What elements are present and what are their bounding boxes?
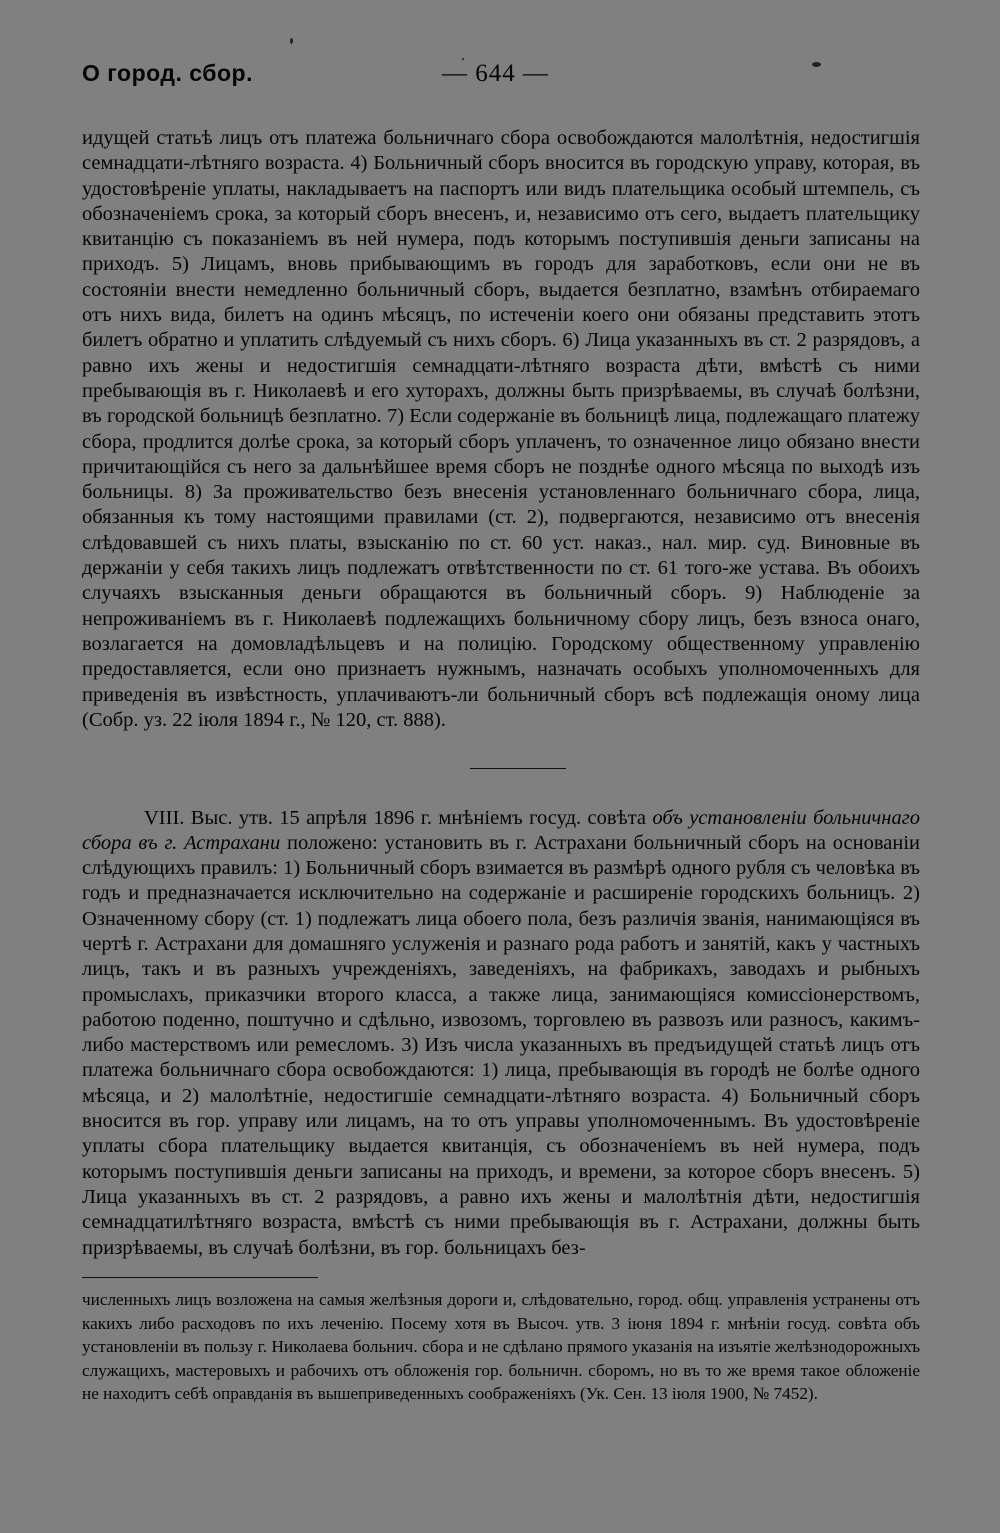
footnote-rule (82, 1277, 318, 1278)
section-viii-body: положено: установить въ г. Астрахани больничный сборъ на основаніи слѣдующихъ правилъ: 1) Больничный сборъ взимается въ размѣрѣ одного рубля съ человѣка въ годъ и предназначается исключительно на содержаніе и расширеніе городскихъ больницъ. 2) Означенному сбору (ст. 1) подлежатъ лица обоего пола, безъ различія званія, нанимающіяся въ чертѣ г. Астрахани для домашняго услуженія и разнаго рода работъ и занятій, какъ у частныхъ лицъ, такъ и въ разныхъ учрежденіяхъ, заведеніяхъ, на фабрикахъ, заводахъ и рыбныхъ промыслахъ, приказчики второго класса, а также лица, занимающіяся комиссіонерствомъ, работою поденно, поштучно и сдѣльно, извозомъ, торговлею въ развозъ или разносъ, какимъ-либо мастерствомъ или ремесломъ. 3) Изъ числа указанныхъ въ предъидущей статьѣ лицъ отъ платежа больничнаго сбора освобождаются: 1) лица, пребывающія въ городѣ не болѣе одного мѣсяца, и 2) малолѣтніе, недостигшіе семнадцати-лѣтняго возраста. 4) Больничный сборъ вносится въ гор. управу или лицамъ, на то отъ управы уполномоченнымъ. Въ удостовѣреніе уплаты сбора плательщику выдается квитанція, съ обозначеніемъ въ ней нумера, подъ которымъ поступившія деньги записаны на приходъ, и времени, за которое сборъ внесенъ. 5) Лица указанныхъ въ ст. 2 разрядовъ, а равно ихъ жены и малолѣтнія дѣти, недостигшія семнадцатилѣтняго возраста, вмѣстѣ съ ними пребывающія въ г. Астрахани, должны быть призрѣваемы, въ случаѣ болѣзни, въ гор. больницахъ без- (82, 831, 920, 1259)
section-viii-lead: VIII. Выс. утв. 15 апрѣля 1896 г. мнѣніемъ госуд. совѣта (144, 806, 653, 829)
footnote-text: численныхъ лицъ возложена на самыя желѣзныя дороги и, слѣдовательно, город. общ. управленія устранены отъ какихъ либо расходовъ по ихъ леченію. Посему хотя въ Высоч. утв. 3 іюня 1894 г. мнѣніи госуд. совѣта объ установленіи въ пользу г. Николаева больнич. сбора и не сдѣлано прямого указанія на изъятіе желѣзнодорожныхъ служащихъ, мастеровыхъ и рабочихъ отъ обложенія гор. больничн. сборомъ, но въ то же время такое обложеніе не находитъ себѣ оправданія въ вышеприведенныхъ соображеніяхъ (Ук. Сен. 13 іюля 1900, № 7452). (82, 1290, 920, 1403)
section-viii-paragraph (82, 806, 920, 1261)
page-number: — 644 — (442, 60, 549, 87)
footnote (82, 1288, 920, 1406)
scan-speck (290, 38, 293, 44)
main-text-continued (82, 126, 920, 733)
running-header (82, 60, 922, 96)
paragraph-continued: идущей статьѣ лицъ отъ платежа больничнаго сбора освобождаются малолѣтнія, недостигшія семнадцати-лѣтняго возраста. 4) Больничный сборъ вносится въ городскую управу, которая, въ удостовѣреніе уплаты, накладываетъ на паспортъ или видъ плательщика особый штемпель, съ обозначеніемъ срока, за который сборъ внесенъ, и, независимо отъ сего, выдаетъ плательщику квитанцію съ показаніемъ въ ней нумера, подъ которымъ поступившія деньги записаны на приходъ. 5) Лицамъ, вновь прибывающимъ въ городъ для заработковъ, если они не въ состояніи внести немедленно больничный сборъ, выдается безплатно, взамѣнъ отбираемаго отъ нихъ вида, билетъ на одинъ мѣсяцъ, по истеченіи коего они обязаны представить этотъ билетъ обратно и уплатить слѣдуемый съ нихъ сборъ. 6) Лица указанныхъ въ ст. 2 разрядовъ, а равно ихъ жены и недостигшія семнадцати-лѣтняго возраста дѣти, вмѣстѣ съ ними пребывающія въ г. Николаевѣ и его хуторахъ, должны быть призрѣваемы, въ случаѣ болѣзни, въ городской больницѣ безплатно. 7) Если содержаніе въ больницѣ лица, подлежащаго платежу сбора, продлится долѣе срока, за который сборъ уплаченъ, то означенное лицо обязано внести причитающійся съ него за дальнѣйшее время сборъ не позднѣе одного мѣсяца по выходѣ изъ больницы. 8) За проживательство безъ внесенія установленнаго больничнаго сбора, лица, обязанныя къ тому настоящими правилами (ст. 2), подвергаются, независимо отъ внесенія слѣдовавшей съ нихъ платы, взысканію по ст. 60 уст. наказ., нал. мир. суд. Виновные въ держаніи у себя такихъ лицъ подлежатъ отвѣтственности по ст. 61 того-же устава. Въ обоихъ случаяхъ взысканныя деньги обращаются въ больничный сборъ. 9) Наблюденіе за непроживаніемъ въ г. Николаевѣ подлежащихъ больничному сбору лицъ, безъ взноса онаго, возлагается на домовладѣльцевъ и на полицію. Городскому общественному управленію предоставляется, если оно признаетъ нужнымъ, назначать особыхъ уполномоченныхъ для приведенія въ извѣстность, уплачиваютъ-ли больничный сборъ всѣ подлежащія оному лица (Собр. уз. 22 іюля 1894 г., № 120, ст. 888). (82, 127, 920, 731)
section-viii (82, 785, 920, 1281)
section-divider (470, 768, 566, 769)
section-viii-title-italic: объ установленіи больничнаго сбора въ г. Астрахани (82, 806, 920, 854)
running-title: О город. сбор. (82, 60, 253, 86)
